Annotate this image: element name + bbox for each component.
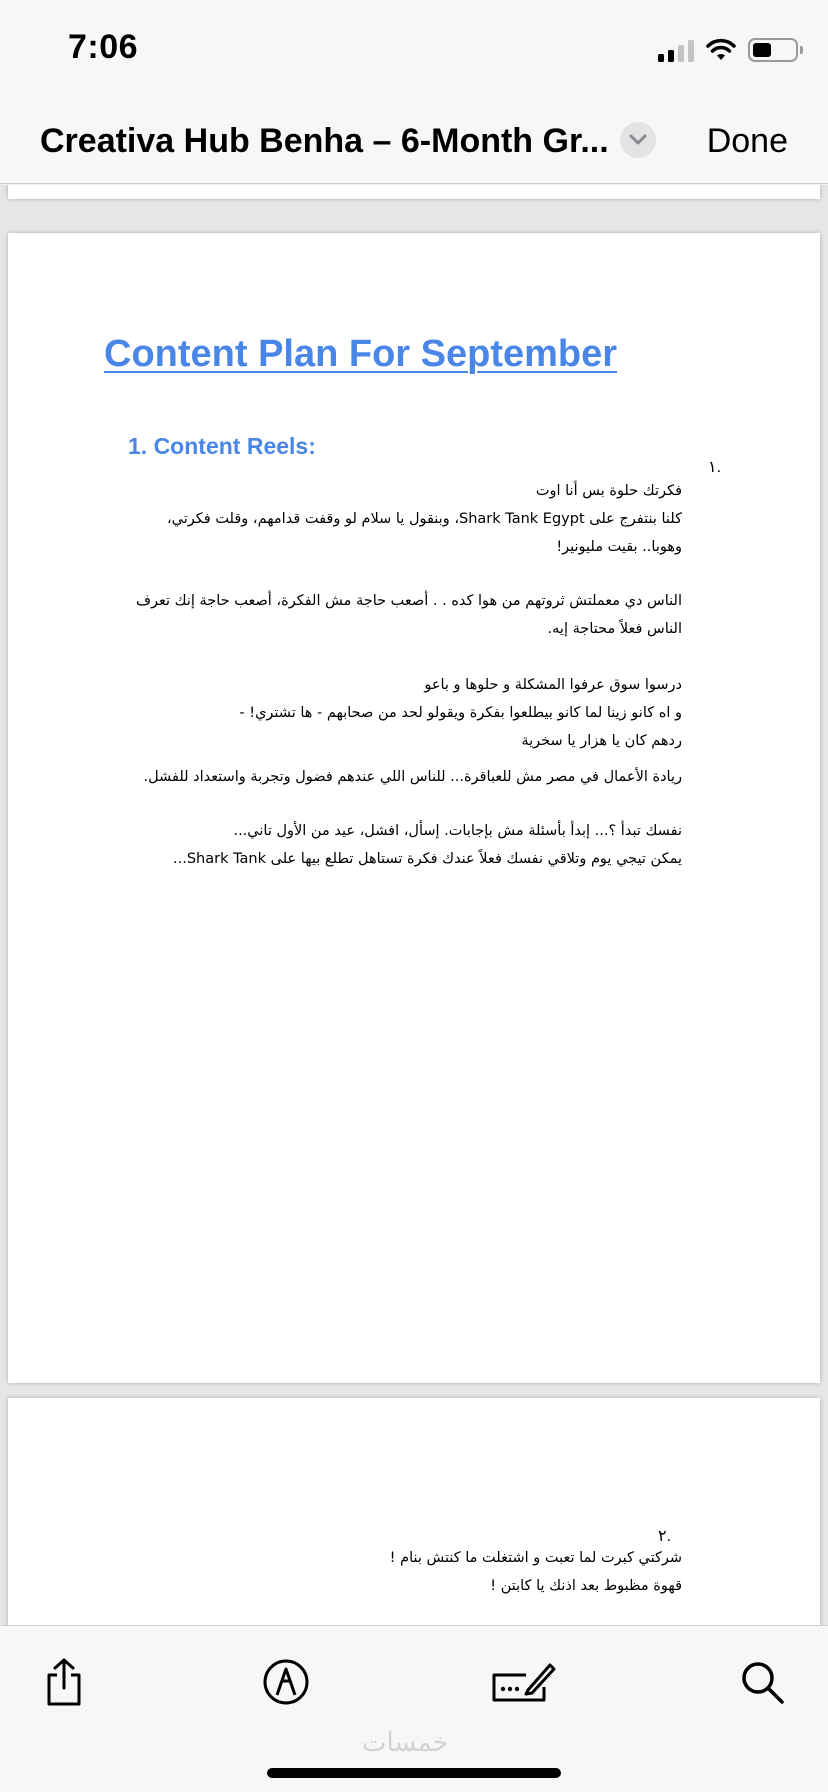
paragraph-line: و اه كانو زينا لما كانو بيطلعوا بفكرة ويقولو لحد من صحابهم - ها تشتري! - <box>239 705 682 721</box>
title-menu-button[interactable] <box>620 122 656 158</box>
markup-button[interactable] <box>258 1654 314 1710</box>
paragraph-1 <box>92 477 682 561</box>
paragraph-line: فكرتك حلوة بس أنا اوت <box>535 483 682 499</box>
document-viewer[interactable] <box>0 185 828 1625</box>
share-button[interactable] <box>36 1654 92 1710</box>
page2-paragraph <box>92 1544 682 1600</box>
section-heading: 1. Content Reels: <box>128 433 316 459</box>
paragraph-line: ريادة الأعمال في مصر مش للعباقرة... للناس اللي عندهم فضول وتجربة واستعداد للفشل. <box>143 769 682 785</box>
cellular-signal-icon <box>658 38 694 62</box>
search-button[interactable] <box>734 1654 790 1710</box>
content-plan-title: Content Plan For September <box>104 333 618 375</box>
paragraph-line: ردهم كان يا هزار يا سخرية <box>521 733 682 749</box>
status-bar <box>0 0 828 100</box>
paragraph-line: نفسك تبدأ ؟... إبدأ بأسئلة مش بإجابات. إسأل، افشل، عيد من الأول تاني... <box>233 823 682 839</box>
signature-icon <box>490 1657 556 1707</box>
chevron-down-icon <box>629 134 647 146</box>
previous-page <box>8 185 820 199</box>
item-number-1: .١ <box>708 459 722 476</box>
paragraph-line: الناس فعلاً محتاجة إيه. <box>547 621 682 637</box>
document-page <box>8 233 820 1383</box>
paragraph-line: كلنا بنتفرج على Shark Tank Egypt، وبنقول يا سلام لو وقفت قدامهم، وقلت فكرتي، <box>166 511 682 527</box>
next-page <box>8 1398 820 1625</box>
paragraph-line: شركتي كبرت لما تعبت و اشتغلت ما كنتش بنام ! <box>389 1550 682 1566</box>
navigation-bar <box>0 100 828 184</box>
paragraph-line: درسوا سوق عرفوا المشكلة و حلوها و باعو <box>424 677 682 693</box>
battery-icon <box>748 38 798 62</box>
paragraph-line: يمكن تيجي يوم وتلاقي نفسك فعلاً عندك فكرة تستاهل تطلع بيها على Shark Tank... <box>173 851 682 867</box>
watermark: خمسات <box>362 1728 449 1758</box>
wifi-icon <box>706 38 736 62</box>
paragraph-line: وهوبا.. بقيت مليونير! <box>556 539 682 555</box>
paragraph-line: قهوة مظبوط بعد اذنك يا كابتن ! <box>490 1578 682 1594</box>
paragraph-line: الناس دي معملتش ثروتهم من هوا كده . . أصعب حاجة مش الفكرة، أصعب حاجة إنك تعرف <box>135 593 682 609</box>
signature-button[interactable] <box>490 1654 556 1710</box>
search-icon <box>739 1659 785 1705</box>
home-indicator[interactable] <box>267 1768 561 1778</box>
document-title[interactable]: Creativa Hub Benha – 6-Month Gr... <box>40 122 609 160</box>
paragraph-5 <box>92 817 682 873</box>
status-icons <box>658 36 798 64</box>
markup-icon <box>261 1657 311 1707</box>
paragraph-3 <box>92 671 682 755</box>
paragraph-2 <box>92 587 682 643</box>
paragraph-4 <box>92 763 682 791</box>
share-icon <box>42 1657 86 1707</box>
status-time: 7:06 <box>68 28 139 66</box>
bottom-toolbar <box>0 1625 828 1792</box>
item-number-2: .٢ <box>658 1528 672 1545</box>
done-button[interactable]: Done <box>706 122 788 160</box>
